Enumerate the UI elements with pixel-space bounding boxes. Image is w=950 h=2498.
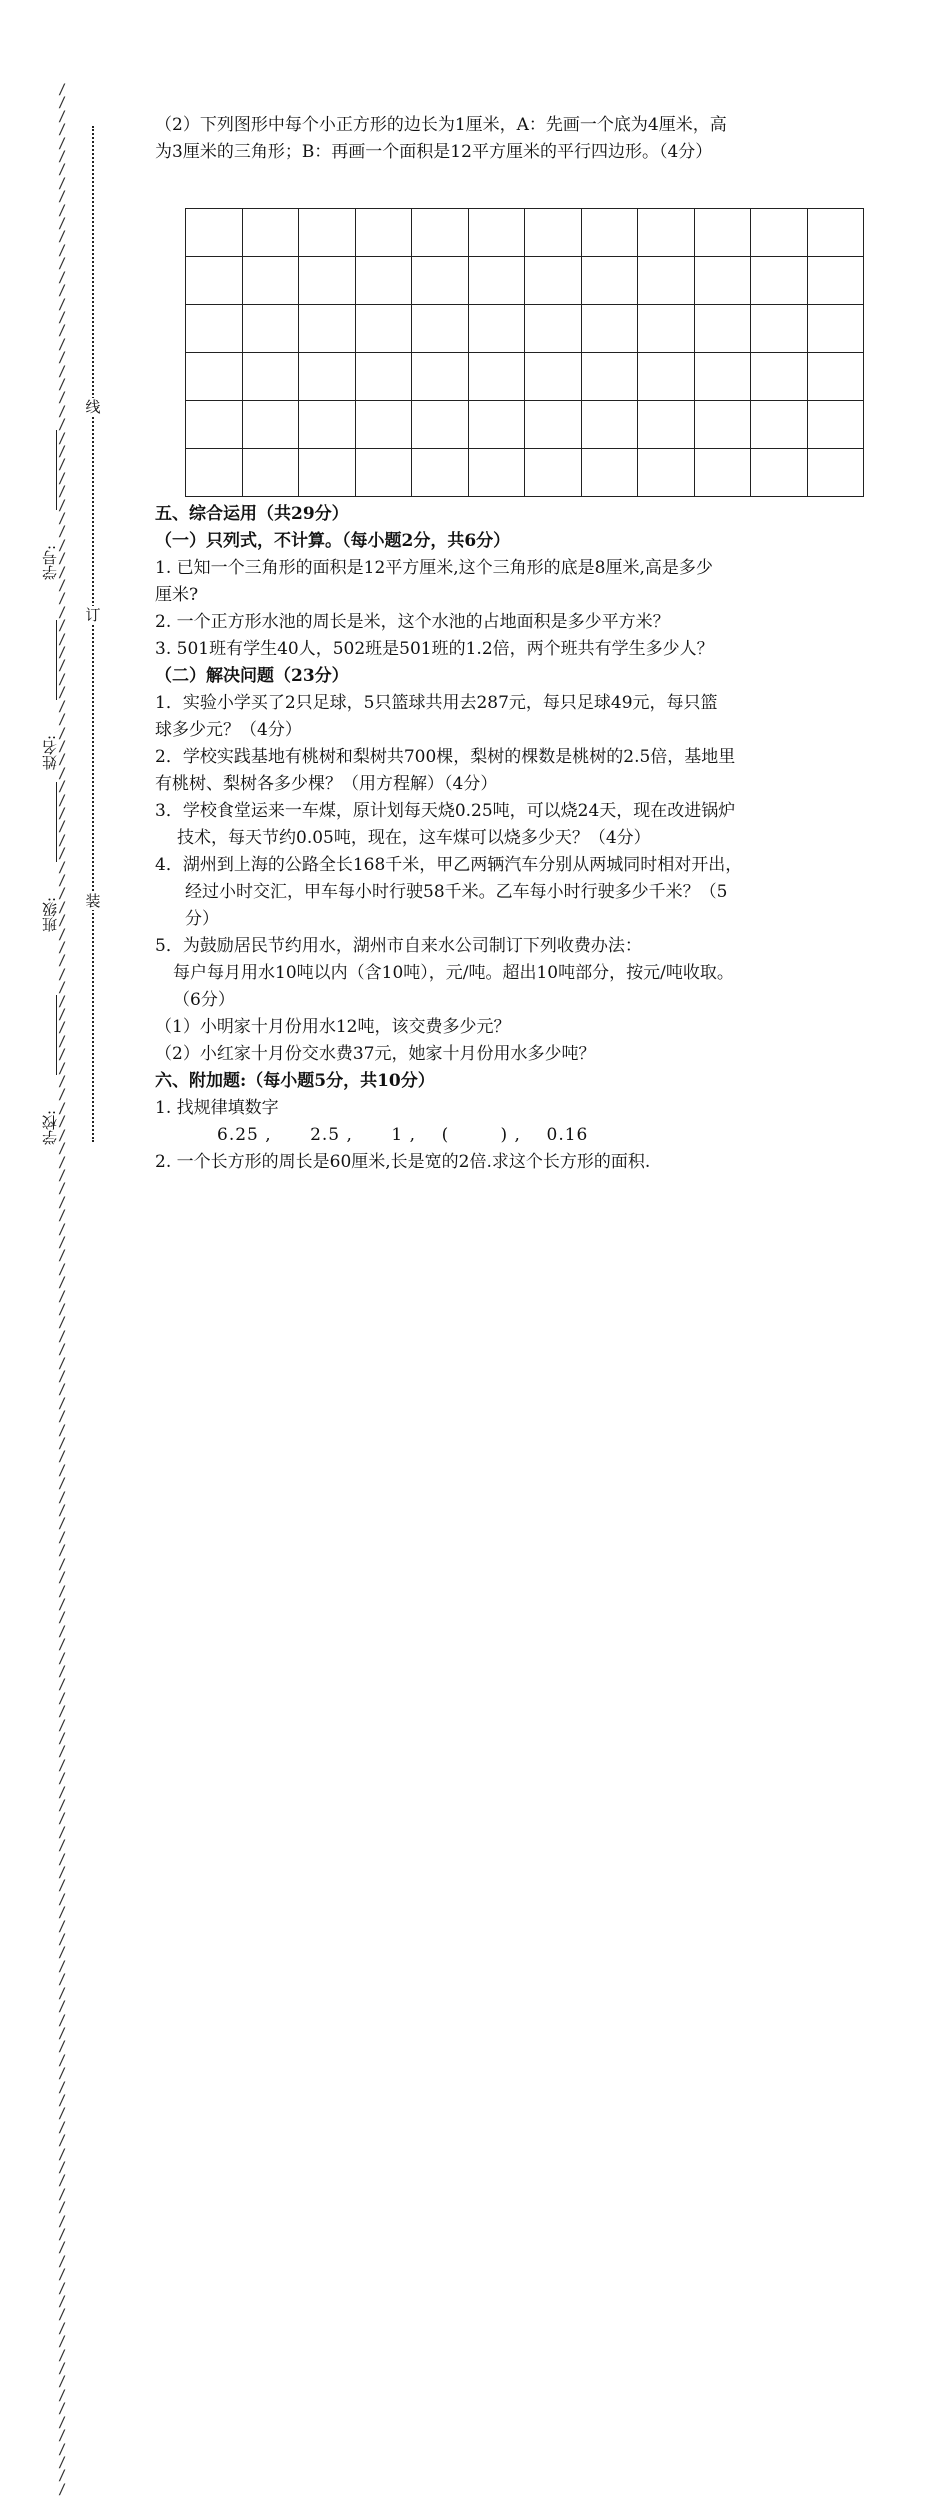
grid-row bbox=[186, 209, 864, 257]
grid-cell[interactable] bbox=[751, 209, 808, 257]
grid-cell[interactable] bbox=[581, 353, 638, 401]
problem-2-line1: 2．学校实践基地有桃树和梨树共700棵，梨树的棵数是桃树的2.5倍，基地里 bbox=[155, 747, 736, 767]
field-student-id[interactable] bbox=[34, 430, 66, 580]
problem-5-line3: （6分） bbox=[173, 990, 235, 1010]
problem-4-line2: 经过小时交汇，甲车每小时行驶58千米。乙车每小时行驶多少千米？（5 bbox=[185, 882, 728, 902]
grid-cell[interactable] bbox=[751, 401, 808, 449]
problem-5-line2: 每户每月用水10吨以内（含10吨），元/吨。超出10吨部分，按元/吨收取。 bbox=[173, 963, 734, 983]
drawing-grid-container bbox=[155, 166, 915, 501]
grid-row bbox=[186, 305, 864, 353]
grid-cell[interactable] bbox=[751, 305, 808, 353]
grid-row bbox=[186, 449, 864, 497]
grid-cell[interactable] bbox=[694, 401, 751, 449]
binding-word-order: 订 bbox=[85, 606, 101, 624]
section6-q1: 1. 找规律填数字 bbox=[155, 1098, 279, 1118]
grid-cell[interactable] bbox=[638, 401, 695, 449]
grid-cell[interactable] bbox=[638, 305, 695, 353]
grid-cell[interactable] bbox=[468, 305, 525, 353]
grid-cell[interactable] bbox=[581, 257, 638, 305]
grid-cell[interactable] bbox=[525, 209, 582, 257]
section5-title: 五、综合运用（共29分） bbox=[155, 504, 349, 524]
section5-part2-title: （二）解决问题（23分） bbox=[155, 666, 349, 686]
grid-cell[interactable] bbox=[242, 401, 299, 449]
grid-cell[interactable] bbox=[751, 449, 808, 497]
grid-cell[interactable] bbox=[468, 449, 525, 497]
grid-cell[interactable] bbox=[751, 257, 808, 305]
grid-row bbox=[186, 257, 864, 305]
grid-cell[interactable] bbox=[638, 353, 695, 401]
grid-cell[interactable] bbox=[525, 449, 582, 497]
field-school[interactable] bbox=[34, 995, 66, 1145]
binding-word-line: 线 bbox=[85, 398, 101, 416]
problem-5-sub1: （1）小明家十月份用水12吨，该交费多少元？ bbox=[155, 1017, 511, 1037]
grid-cell[interactable] bbox=[807, 401, 864, 449]
problem-2-line2: 有桃树、梨树各多少棵？（用方程解）（4分） bbox=[155, 774, 498, 794]
problem-4-line3: 分） bbox=[185, 909, 219, 929]
grid-cell[interactable] bbox=[638, 209, 695, 257]
field-underline bbox=[56, 620, 57, 700]
q2-text-line2: 为3厘米的三角形；B：再画一个面积是12平方厘米的平行四边形。（4分） bbox=[155, 142, 713, 162]
grid-cell[interactable] bbox=[638, 257, 695, 305]
grid-cell[interactable] bbox=[242, 449, 299, 497]
grid-cell[interactable] bbox=[242, 305, 299, 353]
grid-cell[interactable] bbox=[412, 257, 469, 305]
grid-cell[interactable] bbox=[186, 449, 243, 497]
grid-cell[interactable] bbox=[186, 209, 243, 257]
grid-cell[interactable] bbox=[186, 257, 243, 305]
grid-cell[interactable] bbox=[525, 257, 582, 305]
grid-cell[interactable] bbox=[807, 209, 864, 257]
grid-cell[interactable] bbox=[751, 353, 808, 401]
q2-text-line1: （2）下列图形中每个小正方形的边长为1厘米，A：先画一个底为4厘米，高 bbox=[155, 115, 727, 135]
grid-cell[interactable] bbox=[581, 401, 638, 449]
section6-q2: 2. 一个长方形的周长是60厘米,长是宽的2倍.求这个长方形的面积. bbox=[155, 1152, 651, 1172]
grid-cell[interactable] bbox=[355, 353, 412, 401]
grid-cell[interactable] bbox=[638, 449, 695, 497]
grid-cell[interactable] bbox=[581, 209, 638, 257]
grid-cell[interactable] bbox=[581, 305, 638, 353]
grid-cell[interactable] bbox=[299, 401, 356, 449]
grid-cell[interactable] bbox=[299, 305, 356, 353]
grid-cell[interactable] bbox=[694, 257, 751, 305]
grid-cell[interactable] bbox=[468, 209, 525, 257]
grid-cell[interactable] bbox=[525, 305, 582, 353]
section5-part1-item: 1. 已知一个三角形的面积是12平方厘米,这个三角形的底是8厘米,高是多少 bbox=[155, 558, 713, 578]
field-label-name: 姓名: bbox=[41, 734, 59, 770]
grid-cell[interactable] bbox=[242, 257, 299, 305]
field-label-school: 学校: bbox=[41, 1109, 59, 1145]
problem-5-sub2: （2）小红家十月份交水费37元，她家十月份用水多少吨？ bbox=[155, 1044, 596, 1064]
field-underline bbox=[56, 782, 57, 862]
grid-cell[interactable] bbox=[412, 449, 469, 497]
grid-cell[interactable] bbox=[299, 257, 356, 305]
grid-cell[interactable] bbox=[807, 353, 864, 401]
grid-cell[interactable] bbox=[468, 257, 525, 305]
problem-1-line2: 球多少元？（4分） bbox=[155, 720, 302, 740]
section5-part1-item: 2. 一个正方形水池的周长是米，这个水池的占地面积是多少平方米？ bbox=[155, 612, 670, 632]
grid-cell[interactable] bbox=[186, 305, 243, 353]
grid-cell[interactable] bbox=[412, 305, 469, 353]
field-label-student-id: 学号: bbox=[41, 544, 59, 580]
grid-cell[interactable] bbox=[412, 209, 469, 257]
section6-title: 六、附加题:（每小题5分，共10分） bbox=[155, 1071, 435, 1091]
grid-cell[interactable] bbox=[694, 449, 751, 497]
field-underline bbox=[56, 995, 57, 1075]
section5-part1-item: 厘米? bbox=[155, 585, 199, 605]
grid-cell[interactable] bbox=[694, 209, 751, 257]
grid-cell[interactable] bbox=[355, 401, 412, 449]
exam-content bbox=[155, 112, 915, 1176]
margin-slash-pattern: / / / / / / / / / / / / / / / / / / / / / / / / / / / / / / / / / / / / / / / / / / / / / / / / / / / / / / / / / / / / / / / / / / / / / / / / / / / / / / / / / / / / / / / / / / / / / / / / / / / / / / / / / / / / / / / / / / / / / / / / / / / / / / / / / / / / / / / / / / / / / / / / / / / / / / / / / / / / / / / / / / / / / / / / / / / / / / / / / / / / bbox=[58, 82, 67, 2498]
field-label-class: 班级: bbox=[41, 896, 59, 932]
problem-4-line1: 4．湖州到上海的公路全长168千米，甲乙两辆汽车分别从两城同时相对开出， bbox=[155, 855, 743, 875]
problem-3-line1: 3．学校食堂运来一车煤，原计划每天烧0.25吨，可以烧24天，现在改进锅炉 bbox=[155, 801, 736, 821]
grid-cell[interactable] bbox=[525, 401, 582, 449]
grid-cell[interactable] bbox=[186, 353, 243, 401]
grid-cell[interactable] bbox=[807, 305, 864, 353]
grid-cell[interactable] bbox=[355, 209, 412, 257]
grid-cell[interactable] bbox=[299, 353, 356, 401]
section5-part1-item: 3. 501班有学生40人，502班是501班的1.2倍，两个班共有学生多少人？ bbox=[155, 639, 714, 659]
grid-cell[interactable] bbox=[355, 305, 412, 353]
grid-cell[interactable] bbox=[468, 401, 525, 449]
grid-cell[interactable] bbox=[412, 353, 469, 401]
binding-word-bind: 装 bbox=[85, 892, 101, 910]
grid-cell[interactable] bbox=[355, 257, 412, 305]
grid-cell[interactable] bbox=[242, 209, 299, 257]
grid-cell[interactable] bbox=[412, 401, 469, 449]
section5-part1-title: （一）只列式，不计算。（每小题2分，共6分） bbox=[155, 531, 511, 551]
grid-cell[interactable] bbox=[807, 449, 864, 497]
grid-cell[interactable] bbox=[694, 305, 751, 353]
grid-cell[interactable] bbox=[581, 449, 638, 497]
grid-cell[interactable] bbox=[242, 353, 299, 401]
problem-3-line2: 技术，每天节约0.05吨，现在，这车煤可以烧多少天？（4分） bbox=[177, 828, 651, 848]
problem-5-line1: 5．为鼓励居民节约用水，湖州市自来水公司制订下列收费办法： bbox=[155, 936, 642, 956]
field-class[interactable] bbox=[34, 782, 66, 932]
drawing-grid[interactable] bbox=[185, 208, 864, 497]
problem-1-line1: 1．实验小学买了2只足球，5只篮球共用去287元，每只足球49元，每只篮 bbox=[155, 693, 718, 713]
grid-cell[interactable] bbox=[299, 209, 356, 257]
grid-cell[interactable] bbox=[525, 353, 582, 401]
grid-cell[interactable] bbox=[807, 257, 864, 305]
grid-cell[interactable] bbox=[694, 353, 751, 401]
field-name[interactable] bbox=[34, 620, 66, 770]
binding-dotted-line bbox=[92, 126, 94, 1142]
grid-cell[interactable] bbox=[299, 449, 356, 497]
field-underline bbox=[56, 430, 57, 510]
number-sequence: 6.25 , 2.5 , 1 , ( ) , 0.16 bbox=[217, 1125, 589, 1145]
grid-cell[interactable] bbox=[186, 401, 243, 449]
grid-cell[interactable] bbox=[468, 353, 525, 401]
grid-cell[interactable] bbox=[355, 449, 412, 497]
grid-row bbox=[186, 401, 864, 449]
grid-row bbox=[186, 353, 864, 401]
